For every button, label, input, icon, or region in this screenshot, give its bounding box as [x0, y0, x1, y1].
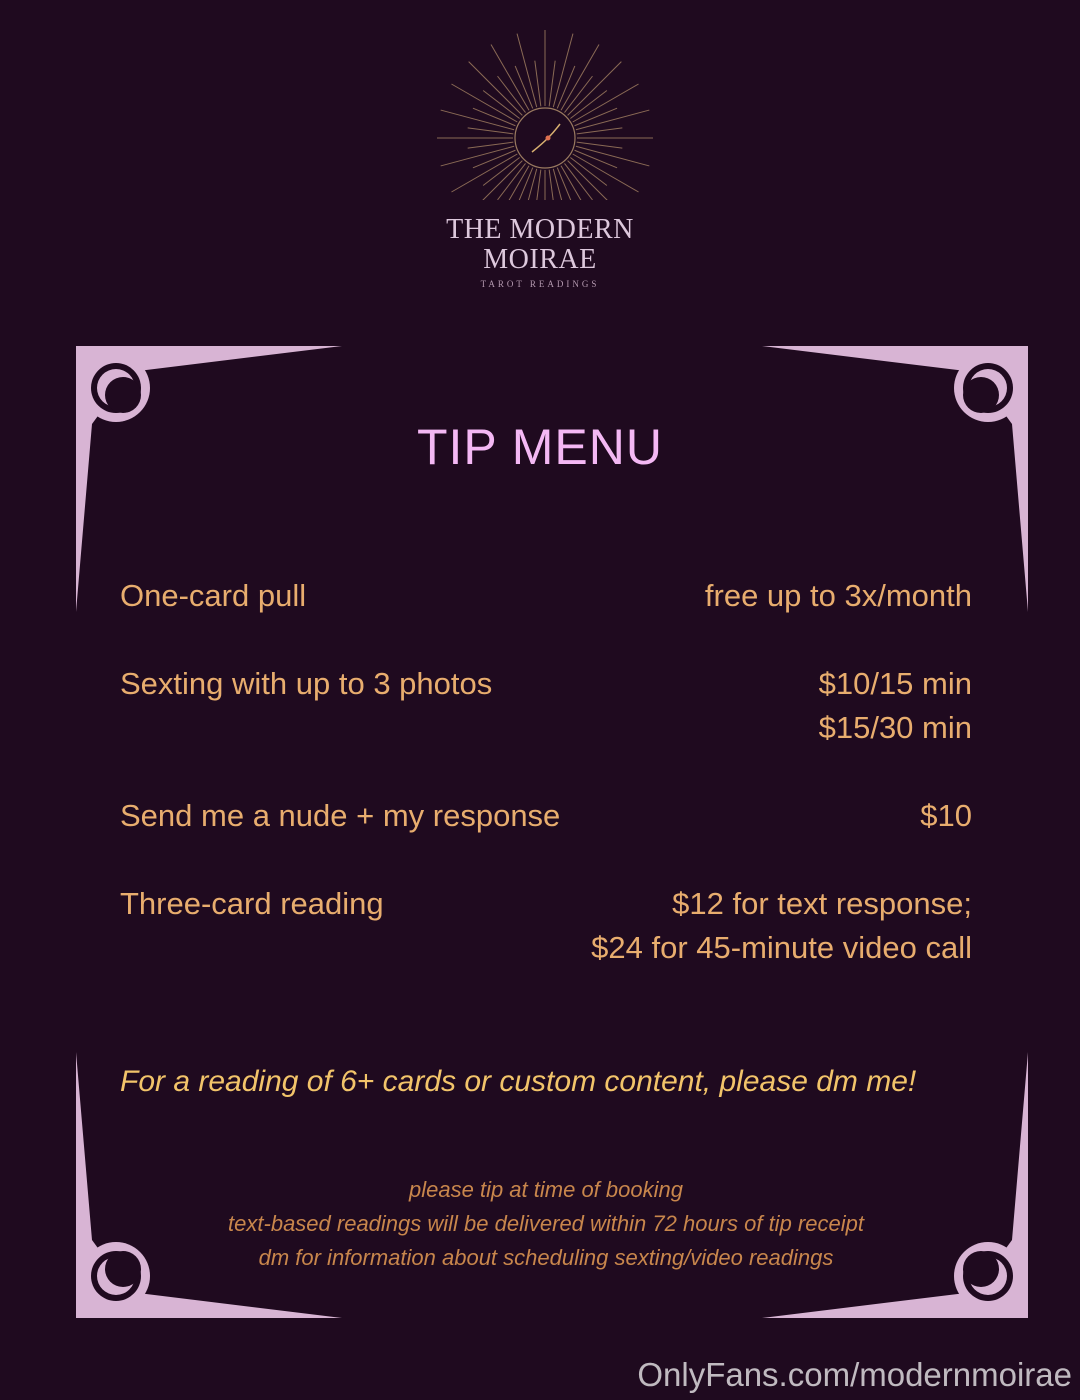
item-price-line1: $12 for text response;: [672, 886, 972, 921]
item-price: [591, 882, 972, 970]
item-price-line1: free up to 3x/month: [704, 578, 972, 613]
sunburst-rays: [437, 30, 653, 200]
fine-print: [0, 1173, 1080, 1275]
sunburst-ray: [553, 34, 573, 107]
item-price-line1: $10: [920, 798, 972, 833]
logo-circle: [515, 108, 575, 168]
sunburst-ray: [517, 34, 537, 107]
item-price: [819, 662, 972, 750]
sunburst-ray: [469, 62, 523, 116]
item-name: Send me a nude + my response: [120, 798, 561, 833]
sunburst-ray: [553, 169, 573, 200]
sunburst-ray: [576, 110, 649, 130]
item-name: One-card pull: [120, 578, 307, 613]
item-name: Sexting with up to 3 photos: [120, 666, 493, 701]
fine-print-line: text-based readings will be delivered within 72 hours of tip receipt: [228, 1211, 864, 1236]
fine-print-line: dm for information about scheduling sexting/video readings: [258, 1245, 834, 1270]
brand-name-line2: MOIRAE: [483, 244, 597, 275]
logo-spindle: [546, 136, 551, 141]
fine-print-line: please tip at time of booking: [409, 1177, 683, 1202]
brand-name: [340, 215, 740, 275]
sunburst-ray: [468, 128, 514, 134]
sunburst-ray: [568, 62, 622, 116]
sunburst-ray: [577, 128, 623, 134]
item-price-line2: $15/30 min: [818, 710, 972, 745]
item-price-line1: $10/15 min: [818, 666, 972, 701]
sunburst-ray: [517, 169, 537, 200]
sunburst-ray: [468, 142, 514, 148]
item-price: [705, 574, 972, 618]
item-name: Three-card reading: [120, 886, 384, 921]
item-price-line2: $24 for 45-minute video call: [591, 930, 972, 965]
sunburst-ray: [576, 146, 649, 166]
menu-title: TIP MENU: [417, 419, 663, 475]
custom-request-note: For a reading of 6+ cards or custom content, please dm me!: [120, 1065, 917, 1098]
brand-subtitle: TAROT READINGS: [480, 279, 600, 289]
sunburst-logo-icon: [420, 20, 660, 200]
brand-name-line1: THE MODERN: [446, 214, 634, 245]
sunburst-ray: [441, 110, 514, 130]
item-price: [920, 794, 972, 838]
sunburst-ray: [577, 142, 623, 148]
watermark: OnlyFans.com/modernmoirae: [637, 1356, 1072, 1393]
sunburst-ray: [441, 146, 514, 166]
sunburst-ray: [549, 61, 555, 107]
sunburst-ray: [535, 61, 541, 107]
